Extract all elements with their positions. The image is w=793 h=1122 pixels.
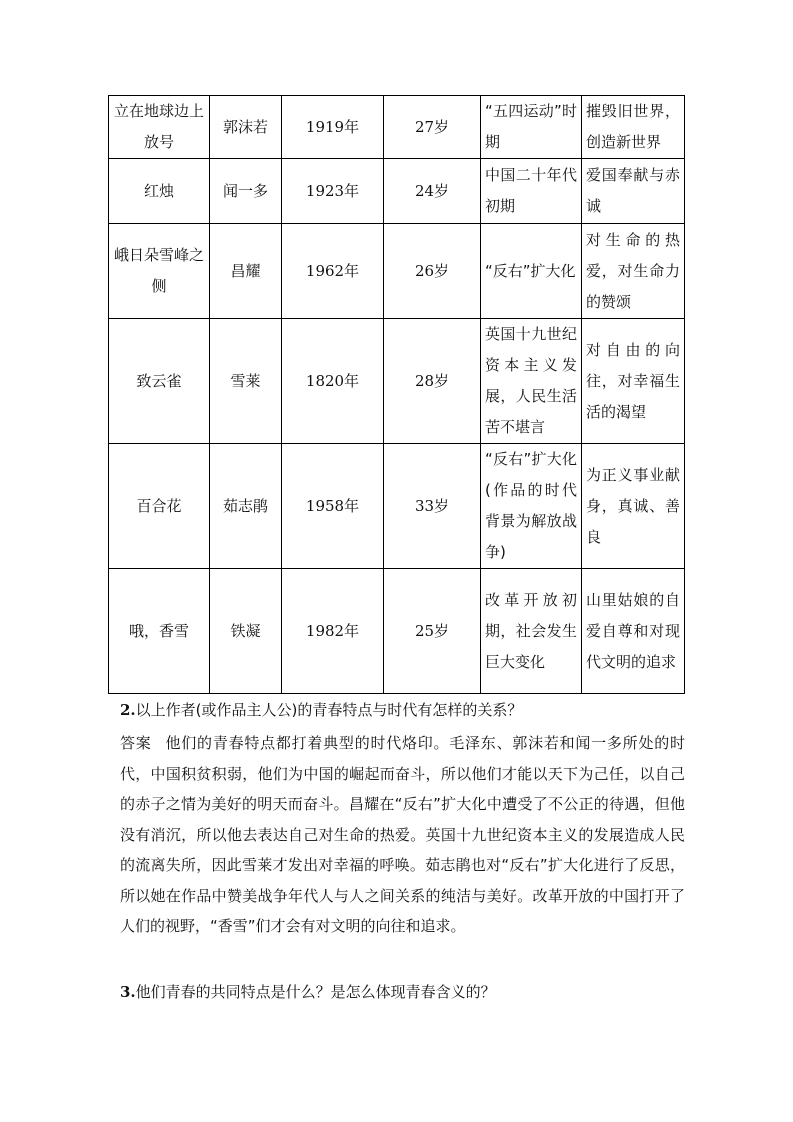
work-author: 郭沫若 [210,96,282,159]
work-theme: 山里姑娘的自爱自尊和对现代文明的追求 [582,569,685,694]
work-theme: 为正义事业献身，真诚、善良 [582,444,685,569]
work-year: 1958年 [282,444,384,569]
author-age: 24岁 [384,159,481,224]
work-author: 茹志鹃 [210,444,282,569]
answer-label: 答案 [120,734,152,752]
work-author: 闻一多 [210,159,282,224]
author-age: 26岁 [384,224,481,319]
work-author: 雪莱 [210,319,282,444]
work-title: 致云雀 [109,319,210,444]
work-theme: 摧毁旧世界，创造新世界 [582,96,685,159]
question-3 [120,980,680,1004]
table-row [109,569,685,694]
question-text: 以上作者(或作品主人公)的青春特点与时代有怎样的关系？ [135,701,523,719]
question-number: 3. [120,983,136,1001]
answer-text: 他们的青春特点都打着典型的时代烙印。毛泽东、郭沫若和闻一多所处的时代，中国积贫积弱，他们为中国的崛起而奋斗，所以他们才能以天下为己任，以自己的赤子之情为美好的明天而奋斗。昌耀在“反右”扩大化中遭受了不公正的待遇，但他没有消沉，所以他去表达自己对生命的热爱。英国十九世纪资本主义的发展造成人民的流离失所，因此雪莱才发出对幸福的呼唤。茹志鹃也对“反右”扩大化进行了反思，所以她在作品中赞美战争年代人与人之间关系的纯洁与美好。改革开放的中国打开了人们的视野，“香雪”们才会有对文明的向往和追求。 [120,734,685,935]
answer-2 [120,728,685,942]
table-row [109,319,685,444]
table-row [109,224,685,319]
author-age: 28岁 [384,319,481,444]
work-year: 1919年 [282,96,384,159]
work-theme: 对生命的热爱，对生命力的赞颂 [582,224,685,319]
work-era: “五四运动”时期 [481,96,582,159]
work-title: 哦，香雪 [109,569,210,694]
work-year: 1923年 [282,159,384,224]
table-row [109,96,685,159]
work-year: 1962年 [282,224,384,319]
author-age: 27岁 [384,96,481,159]
work-year: 1820年 [282,319,384,444]
author-age: 33岁 [384,444,481,569]
work-title: 峨日朵雪峰之侧 [109,224,210,319]
work-year: 1982年 [282,569,384,694]
work-theme: 爱国奉献与赤诚 [582,159,685,224]
table-row [109,444,685,569]
work-era: “反右”扩大化 [481,224,582,319]
work-era: “反右”扩大化(作品的时代背景为解放战争) [481,444,582,569]
work-title: 红烛 [109,159,210,224]
question-2 [120,698,680,722]
work-title: 百合花 [109,444,210,569]
works-table [108,95,685,694]
work-theme: 对自由的向往，对幸福生活的渴望 [582,319,685,444]
work-author: 昌耀 [210,224,282,319]
work-author: 铁凝 [210,569,282,694]
work-title: 立在地球边上放号 [109,96,210,159]
table-row [109,159,685,224]
author-age: 25岁 [384,569,481,694]
question-number: 2. [120,701,136,719]
question-text: 他们青春的共同特点是什么？是怎么体现青春含义的？ [135,983,496,1001]
work-era: 中国二十年代初期 [481,159,582,224]
work-era: 英国十九世纪资本主义发展，人民生活苦不堪言 [481,319,582,444]
work-era: 改革开放初期，社会发生巨大变化 [481,569,582,694]
